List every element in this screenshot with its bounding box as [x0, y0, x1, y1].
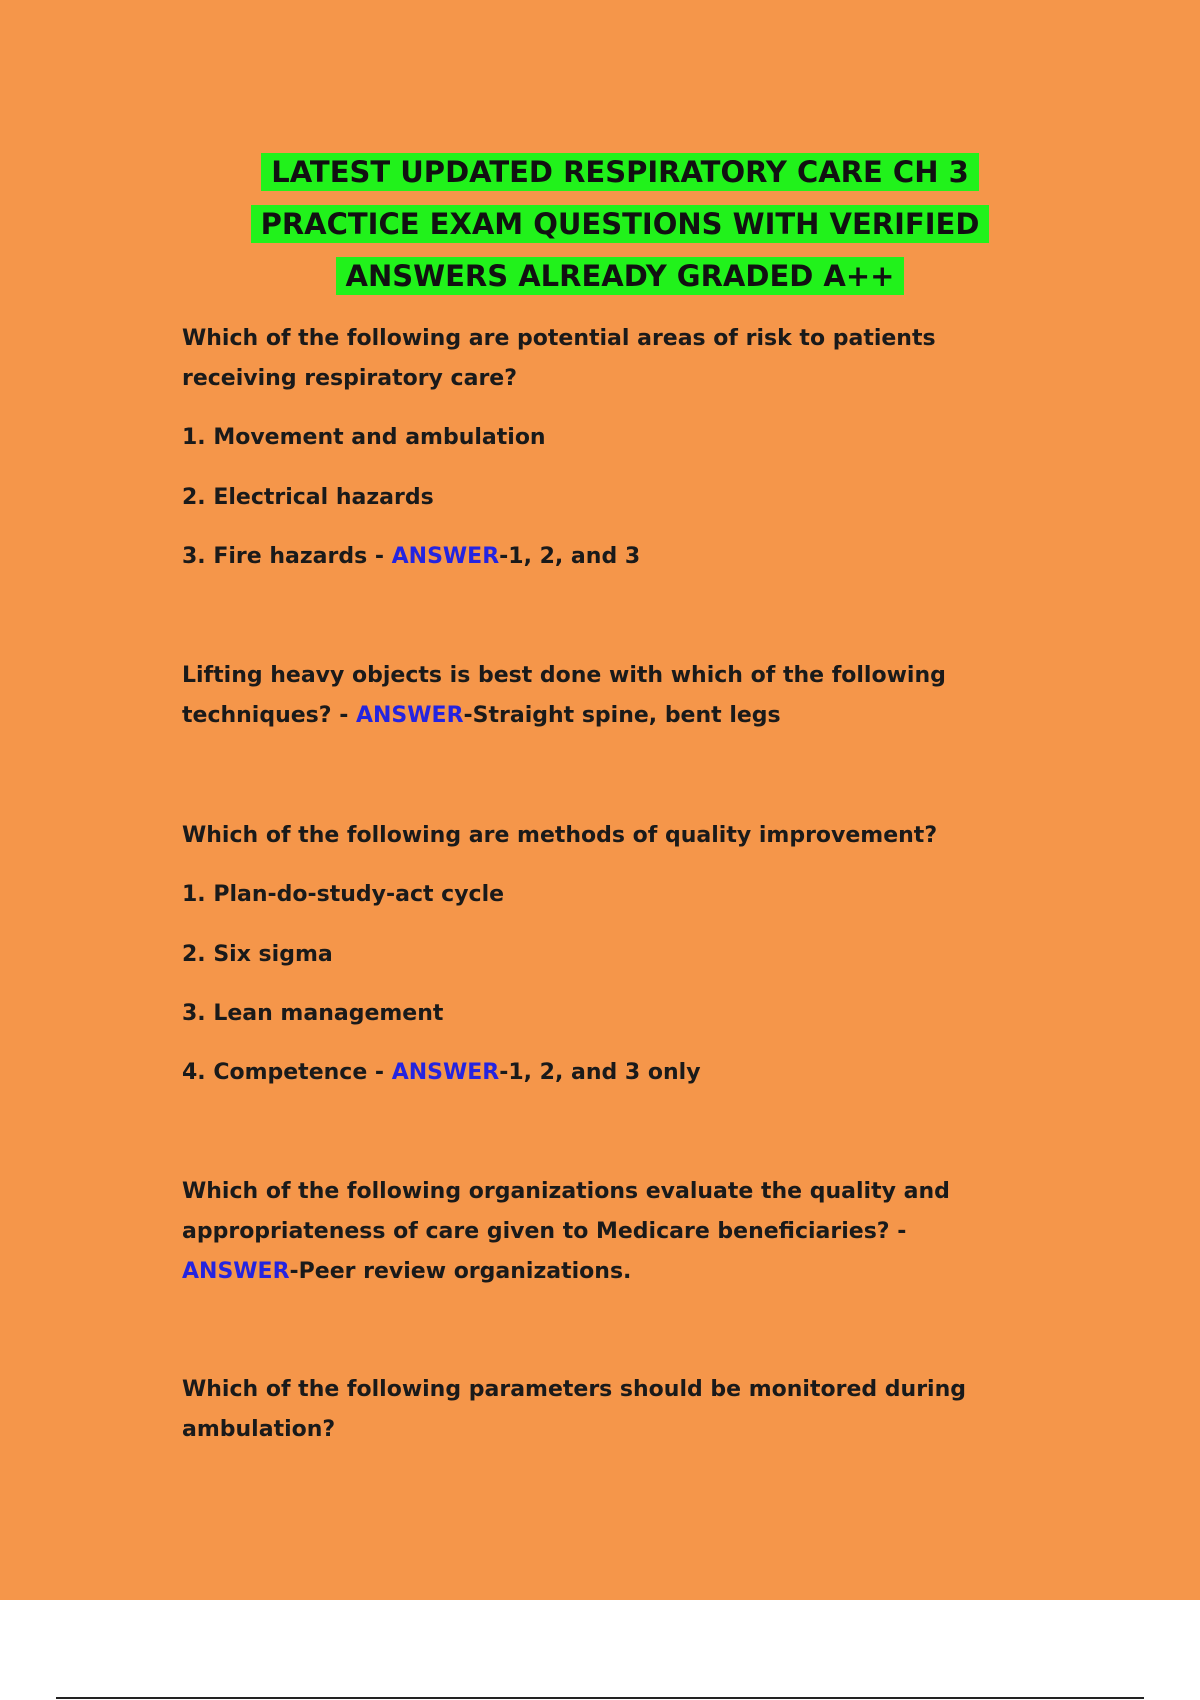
answer-label: ANSWER [391, 544, 500, 569]
answer-label: ANSWER [182, 1259, 290, 1284]
question-text: Which of the following parameters should be monitored during ambulation? [182, 1377, 966, 1442]
question-block-2 [182, 656, 1042, 736]
document-title [180, 146, 1060, 302]
question-text: Lifting heavy objects is best done with which of the following techniques? - ANSWER-Straight spine, bent legs [182, 663, 946, 728]
answer-text: -Straight spine, bent legs [463, 703, 781, 728]
question-text: Which of the following organizations evaluate the quality and appropriateness of care given to Medicare beneficiaries? - ANSWER-Peer review organizations. [182, 1179, 950, 1284]
answer-text: -Peer review organizations. [289, 1259, 632, 1284]
title-line-1: LATEST UPDATED RESPIRATORY CARE CH 3 [261, 153, 979, 191]
option-item: 1. Plan-do-study-act cycle [182, 882, 505, 907]
answer-text: -1, 2, and 3 [499, 544, 641, 569]
option-item: 3. Lean management [182, 1001, 444, 1026]
option-item: 2. Six sigma [182, 942, 333, 967]
answer-text: -1, 2, and 3 only [499, 1060, 701, 1085]
option-item: 1. Movement and ambulation [182, 425, 546, 450]
title-line-2: PRACTICE EXAM QUESTIONS WITH VERIFIED [251, 205, 990, 243]
answer-label: ANSWER [355, 703, 464, 728]
title-line-3: ANSWERS ALREADY GRADED A++ [336, 257, 905, 295]
question-text: Which of the following are methods of quality improvement? [182, 823, 938, 848]
question-block-1 [182, 319, 1042, 577]
question-block-5 [182, 1370, 1042, 1450]
answer-label: ANSWER [391, 1060, 500, 1085]
option-item: 4. Competence - ANSWER-1, 2, and 3 only [182, 1060, 701, 1085]
option-item: 3. Fire hazards - ANSWER-1, 2, and 3 [182, 544, 641, 569]
footer-divider [56, 1697, 1144, 1699]
question-text: Which of the following are potential areas of risk to patients receiving respiratory care? [182, 326, 936, 391]
question-block-4 [182, 1172, 1042, 1292]
question-block-3 [182, 816, 1042, 1093]
option-item: 2. Electrical hazards [182, 485, 434, 510]
